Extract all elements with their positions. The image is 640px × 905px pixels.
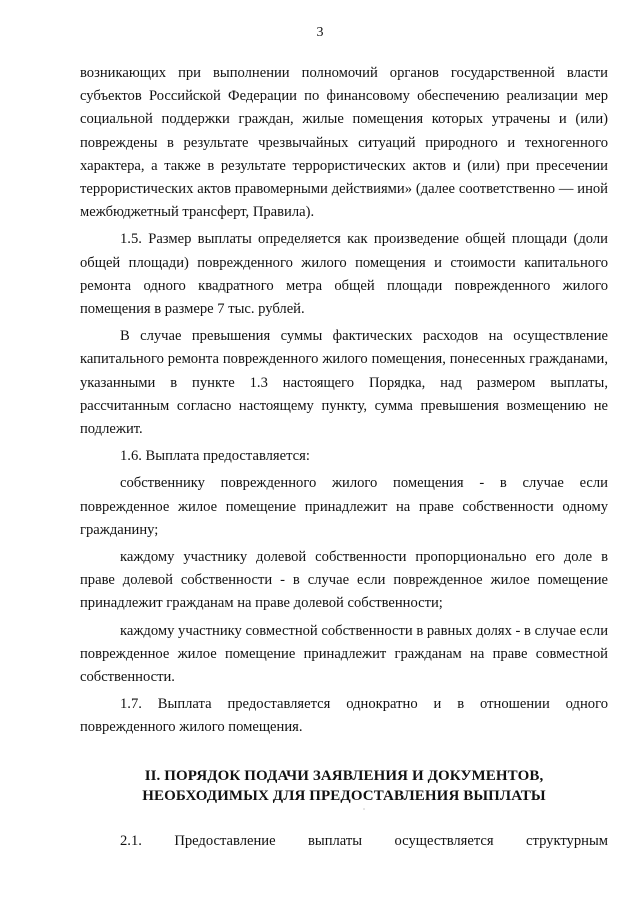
section-heading-line-2: НЕОБХОДИМЫХ ДЛЯ ПРЕДОСТАВЛЕНИЯ ВЫПЛАТЫ bbox=[142, 787, 546, 804]
paragraph-excess-expenses: В случае превышения суммы фактических расходов на осуществление капитального ремонта поврежденного жилого помещения, понесенных гражданами, указанными в пункте 1.3 настоящего Порядка, над размером выплаты, рассчитанным согласно настоящему пункту, сумма превышения возмещению не подлежит. bbox=[80, 328, 608, 438]
word: 2.1. bbox=[120, 832, 142, 849]
stray-dot-mark: · bbox=[362, 806, 366, 813]
paragraph-owner: собственнику поврежденного жилого помещения - в случае если поврежденное жилое помещение принадлежит на праве собственности одному гражданину; bbox=[80, 475, 608, 538]
paragraph-shared-ownership: каждому участнику долевой собственности пропорционально его доле в праве долевой собственности - в случае если поврежденное жилое помещение принадлежит гражданам на праве долевой собственности; bbox=[80, 549, 608, 612]
paragraph-2-1-first-line bbox=[80, 830, 608, 853]
word: осуществляется bbox=[394, 832, 494, 849]
paragraph-continuation: возникающих при выполнении полномочий органов государственной власти субъектов Российской Федерации по финансовому обеспечению реализации мер социальной поддержки граждан, жилые помещения которых утрачены и (или) повреждены в результате чрезвычайных ситуаций природного и техногенного характера, а также в результате террористических актов и (или) при пресечении террористических актов правомерными действиями» (далее соответственно — иной межбюджетный трансферт, Правила). bbox=[80, 65, 608, 221]
section-heading-line-1: II. ПОРЯДОК ПОДАЧИ ЗАЯВЛЕНИЯ И ДОКУМЕНТОВ, bbox=[144, 767, 544, 784]
document-body bbox=[80, 62, 608, 853]
paragraph-1-5: 1.5. Размер выплаты определяется как произведение общей площади (доли общей площади) поврежденного жилого помещения и стоимости капитального ремонта одного квадратного метра общей площади поврежденного жилого помещения в размере 7 тыс. рублей. bbox=[80, 231, 608, 318]
paragraph-1-6: 1.6. Выплата предоставляется: bbox=[120, 448, 310, 465]
word: выплаты bbox=[308, 832, 363, 849]
word: структурным bbox=[526, 832, 608, 849]
page-number: 3 bbox=[316, 25, 324, 40]
section-heading bbox=[80, 766, 608, 814]
word: Предоставление bbox=[174, 832, 276, 849]
paragraph-joint-ownership: каждому участнику совместной собственности в равных долях - в случае если поврежденное жилое помещение принадлежит гражданам на праве совместной собственности. bbox=[80, 622, 609, 686]
paragraph-1-7: 1.7. Выплата предоставляется однократно и в отношении одного поврежденного жилого помещения. bbox=[80, 696, 608, 736]
